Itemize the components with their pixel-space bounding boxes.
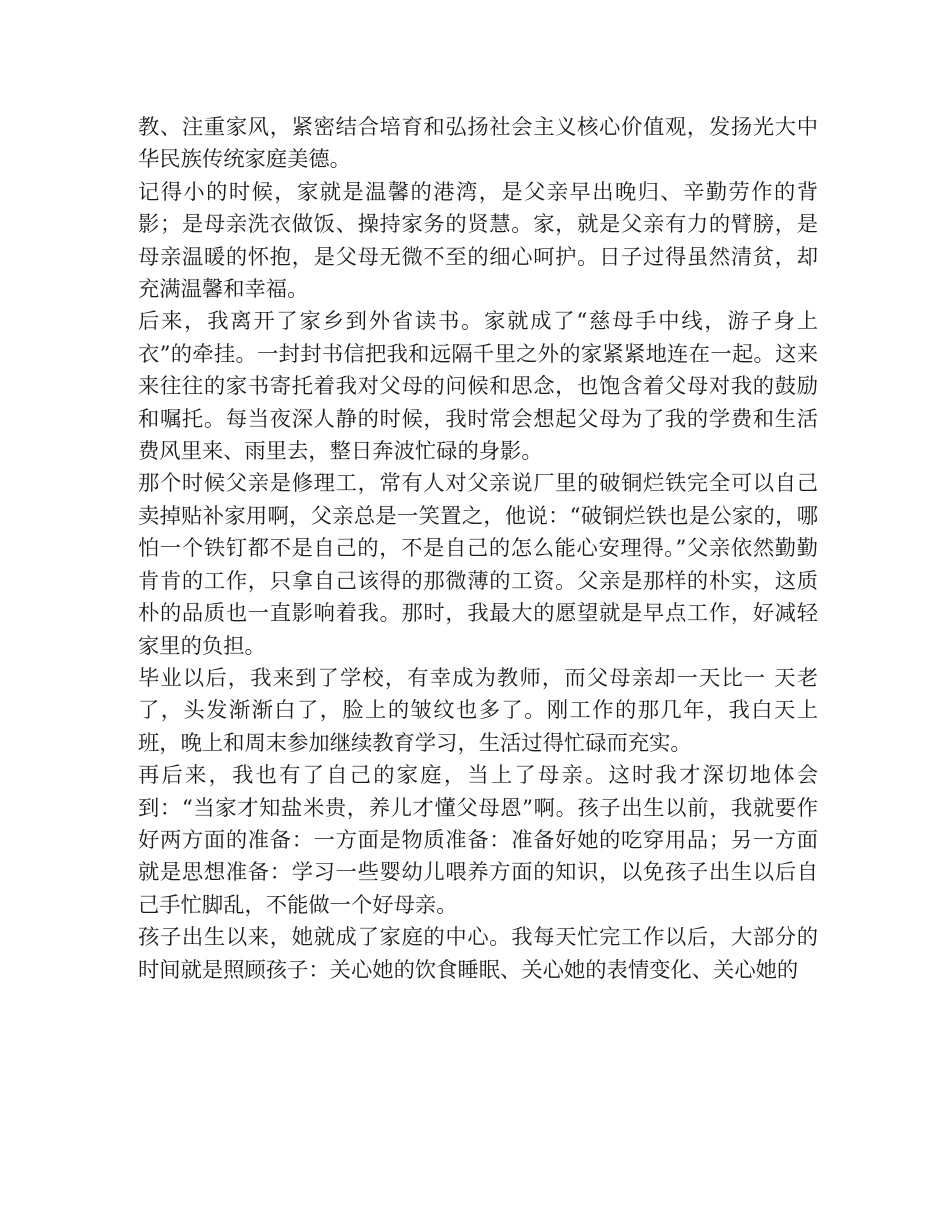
paragraph-2: 记得小的时候，家就是温馨的港湾，是父亲早出晚归、辛勤劳作的背影；是母亲洗衣做饭、操持家务的贤慧。家，就是父亲有力的臂膀，是母亲温暖的怀抱，是父母无微不至的细心呵护。日子过得虽然清贫，却充满温馨和幸福。 — [138, 179, 818, 303]
document-body — [138, 112, 818, 987]
paragraph-4: 那个时候父亲是修理工，常有人对父亲说厂里的破铜烂铁完全可以自己卖掉贴补家用啊，父亲总是一笑置之，他说：“破铜烂铁也是公家的，哪怕一个铁钉都不是自己的，不是自己的怎么能心安理得。”父亲依然勤勤肯肯的工作，只拿自己该得的那微薄的工资。父亲是那样的朴实，这质朴的品质也一直影响着我。那时，我最大的愿望就是早点工作，好减轻家里的负担。 — [138, 471, 818, 659]
paragraph-7: 孩子出生以来，她就成了家庭的中心。我每天忙完工作以后，大部分的时间就是照顾孩子：关心她的饮食睡眠、关心她的表情变化、关心她的 — [138, 925, 818, 983]
paragraph-6: 再后来，我也有了自己的家庭，当上了母亲。这时我才深切地体会到：“当家才知盐米贵，养儿才懂父母恩”啊。孩子出生以前，我就要作好两方面的准备：一方面是物质准备：准备好她的吃穿用品；另一方面就是思想准备：学习一些婴幼儿喂养方面的知识，以免孩子出生以后自己手忙脚乱，不能做一个好母亲。 — [138, 763, 818, 918]
paragraph-3: 后来，我离开了家乡到外省读书。家就成了“慈母手中线，游子身上衣”的牵挂。一封封书信把我和远隔千里之外的家紧紧地连在一起。这来来往往的家书寄托着我对父母的问候和思念，也饱含着父母对我的鼓励和嘱托。每当夜深人静的时候，我时常会想起父母为了我的学费和生活费风里来、雨里去，整日奔波忙碌的身影。 — [138, 309, 818, 465]
paragraph-5: 毕业以后，我来到了学校，有幸成为教师，而父母亲却一天比一 天老了，头发渐渐白了，脸上的皱纹也多了。刚工作的那几年，我白天上班，晚上和周末参加继续教育学习，生活过得忙碌而充实。 — [138, 665, 818, 756]
paragraph-1: 教、注重家风，紧密结合培育和弘扬社会主义核心价值观，发扬光大中华民族传统家庭美德。 — [138, 115, 818, 173]
